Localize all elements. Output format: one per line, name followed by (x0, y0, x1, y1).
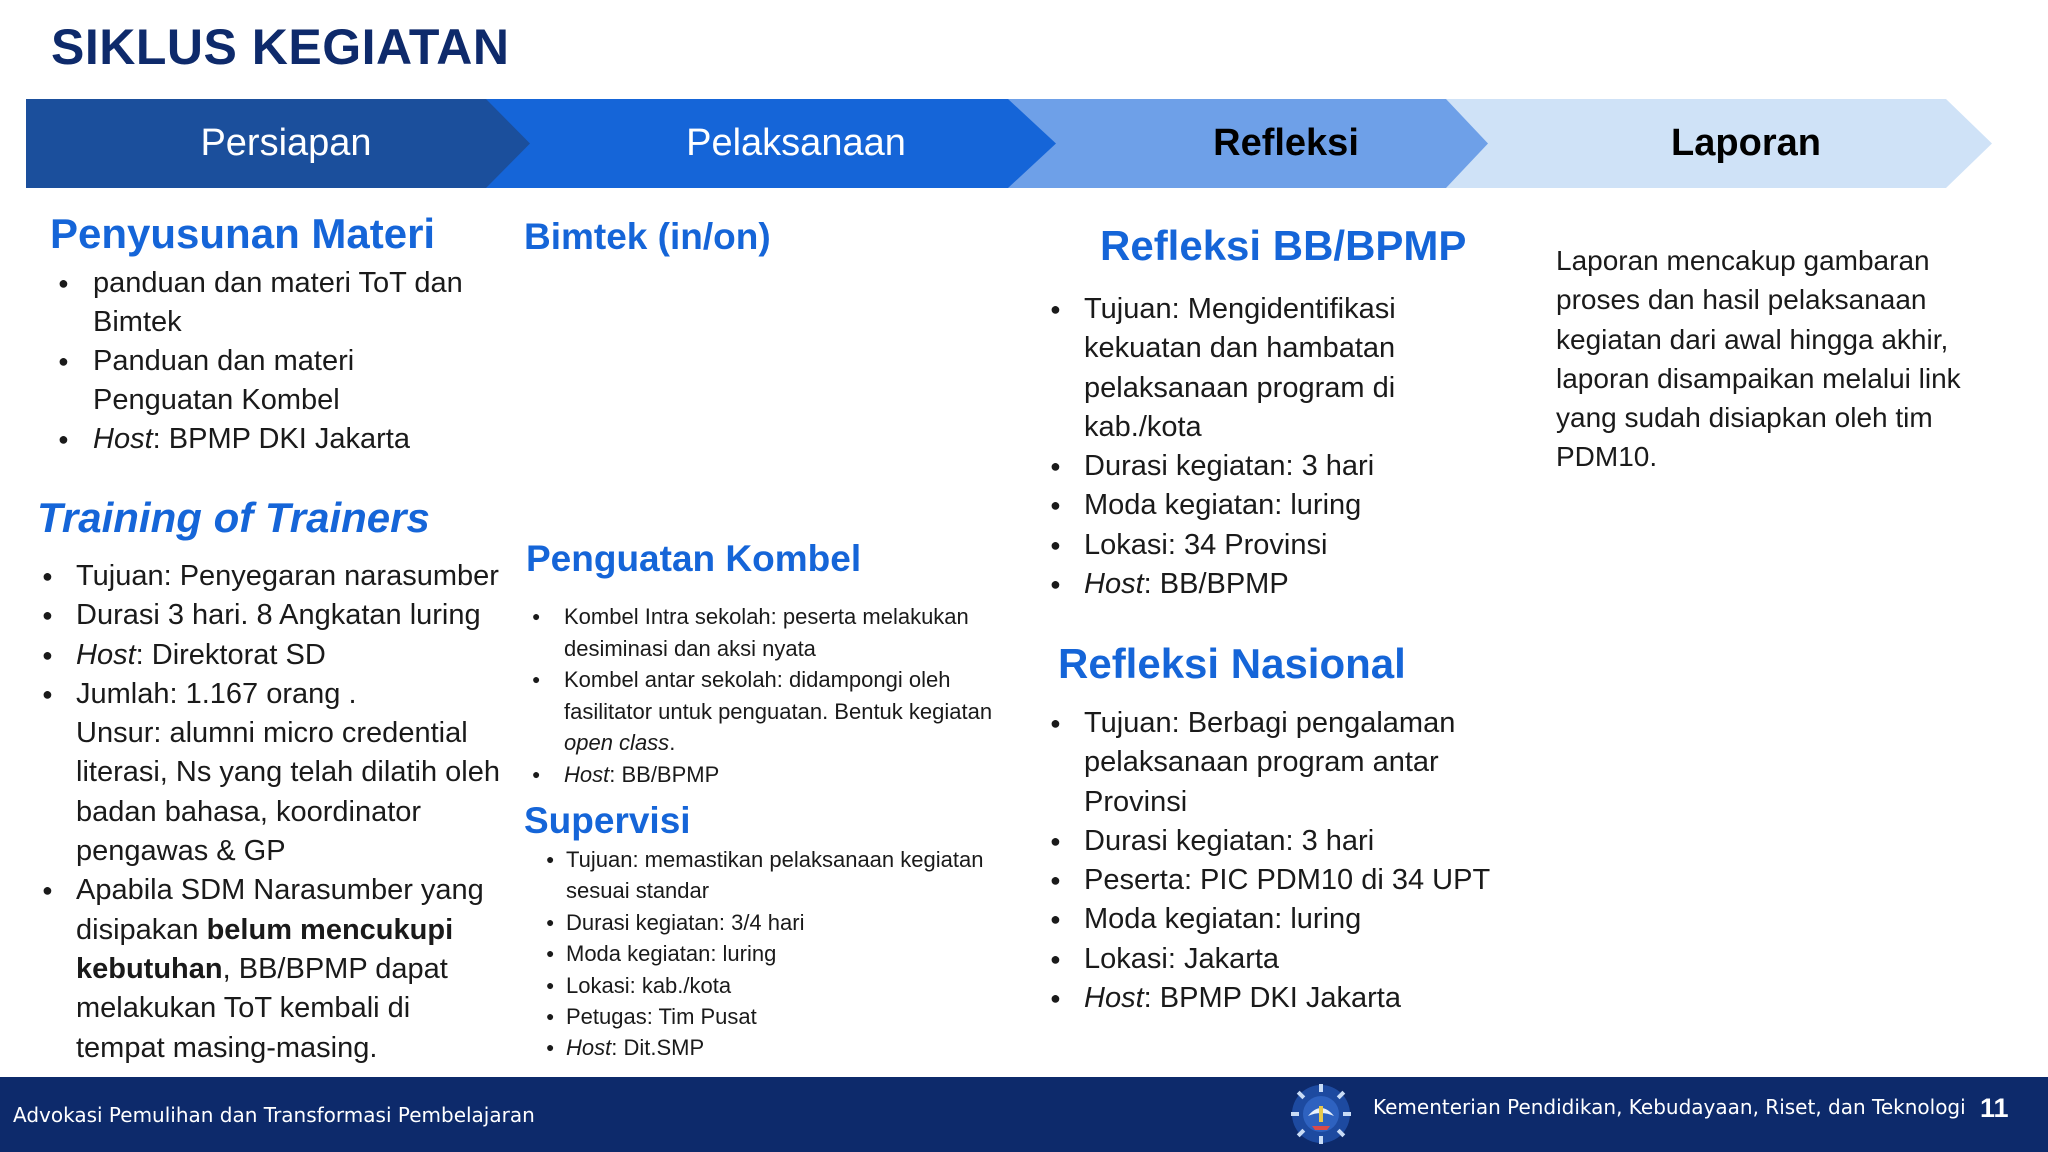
footer-program-name: Advokasi Pemulihan dan Transformasi Pembelajaran (13, 1103, 535, 1127)
page-number: 11 (1980, 1093, 2009, 1123)
stage-label-refleksi: Refleksi (1213, 122, 1359, 164)
list-item: ● Durasi 3 hari. 8 Angkatan luring (42, 596, 502, 635)
list-item: ● Tujuan: Mengidentifikasi kekuatan dan hambatan pelaksanaan program di kab./kota (1050, 290, 1490, 447)
list-item-host (532, 759, 1012, 791)
list-item: ● Lokasi: kab./kota (546, 970, 1016, 1001)
heading-bimtek: Bimtek (in/on) (524, 216, 771, 257)
list-item: ● Tujuan: Penyegaran narasumber (42, 557, 502, 596)
host-label: Host (566, 1035, 612, 1061)
jumlah-text: Jumlah: 1.167 orang . (76, 677, 357, 710)
list-item: ● Moda kegiatan: luring (1050, 900, 1510, 939)
page-title: SIKLUS KEGIATAN (51, 19, 510, 75)
apabila-text: Apabila SDM Narasumber yang disipakan (76, 874, 484, 946)
apabila-bold-text: belum mencukupi kebutuhan (76, 913, 454, 985)
heading-training-of-trainers: Training of Trainers (37, 494, 430, 541)
list-item-host (58, 420, 498, 459)
laporan-paragraph: Laporan mencakup gambaran proses dan hasil pelaksanaan kegiatan dari awal hingga akhir, laporan disampaikan melalui link yang sudah disiapkan oleh tim PDM10. (1556, 245, 1961, 473)
list-refleksi-bb-bpmp (1050, 290, 1490, 604)
list-item (42, 675, 502, 871)
footer-bar (0, 1077, 2048, 1152)
heading-supervisi: Supervisi (524, 800, 691, 841)
list-item: ● Durasi kegiatan: 3/4 hari (546, 907, 1016, 938)
list-penyusunan-materi (58, 264, 498, 459)
list-item (532, 664, 1012, 759)
stage-label-pelaksanaan: Pelaksanaan (686, 122, 906, 164)
list-item: ● Lokasi: 34 Provinsi (1050, 526, 1490, 565)
host-value: : BPMP DKI Jakarta (1143, 982, 1401, 1015)
host-value: : Direktorat SD (135, 638, 326, 671)
kombel-item2-em: open class (564, 730, 670, 755)
list-item: ● Durasi kegiatan: 3 hari (1050, 822, 1510, 861)
heading-refleksi-nasional: Refleksi Nasional (1058, 640, 1406, 687)
list-refleksi-nasional (1050, 704, 1510, 1018)
list-item: ● Petugas: Tim Pusat (546, 1001, 1016, 1032)
list-item-host (42, 636, 502, 675)
host-label: Host (1084, 568, 1144, 601)
host-label: Host (564, 761, 610, 787)
list-item: ● Peserta: PIC PDM10 di 34 UPT (1050, 861, 1510, 900)
heading-refleksi-bb-bpmp: Refleksi BB/BPMP (1100, 222, 1467, 269)
host-value: : BPMP DKI Jakarta (152, 423, 410, 455)
list-item: ● Tujuan: Berbagi pengalaman pelaksanaan program antar Provinsi (1050, 704, 1510, 822)
list-item-host (1050, 565, 1490, 604)
stage-label-laporan: Laporan (1671, 122, 1821, 164)
list-item-host (1050, 979, 1510, 1018)
process-arrow-band (26, 99, 1992, 188)
host-value: : Dit.SMP (611, 1035, 705, 1061)
list-item: ● panduan dan materi ToT dan Bimtek (58, 264, 498, 342)
list-training-of-trainers (42, 557, 502, 1068)
heading-penyusunan-materi: Penyusunan Materi (50, 210, 436, 257)
list-item-host (546, 1032, 1016, 1063)
host-value: : BB/BPMP (1143, 568, 1289, 601)
heading-penguatan-kombel: Penguatan Kombel (526, 538, 862, 579)
list-item: ● Moda kegiatan: luring (546, 938, 1016, 969)
host-value: : BB/BPMP (609, 761, 720, 787)
list-item: ● Kombel Intra sekolah: peserta melakukan desiminasi dan aksi nyata (532, 601, 1012, 664)
host-label: Host (93, 423, 153, 455)
list-item: ● Durasi kegiatan: 3 hari (1050, 447, 1490, 486)
list-penguatan-kombel (532, 601, 1012, 790)
list-item: ● Panduan dan materi Penguatan Kombel (58, 342, 498, 420)
list-item: ● Tujuan: memastikan pelaksanaan kegiatan sesuai standar (546, 844, 1016, 907)
kombel-item2-text: Kombel antar sekolah: didampongi oleh fasilitator untuk penguatan. Bentuk kegiatan (564, 667, 993, 724)
stage-label-persiapan: Persiapan (200, 122, 372, 164)
kombel-item2-post: . (669, 730, 676, 755)
list-supervisi (546, 844, 1016, 1064)
apabila-post-text: , BB/BPMP dapat melakukan ToT kembali di tempat masing-masing. (76, 952, 448, 1064)
list-item: ● Lokasi: Jakarta (1050, 940, 1510, 979)
unsur-text: Unsur: alumni micro credential literasi, Ns yang telah dilatih oleh badan bahasa, koordinator pengawas & GP (76, 717, 500, 868)
list-item: ● Moda kegiatan: luring (1050, 486, 1490, 525)
list-item (42, 871, 502, 1067)
host-label: Host (1084, 982, 1144, 1015)
host-label: Host (76, 638, 136, 671)
tut-wuri-handayani-emblem-icon (1290, 1082, 1352, 1146)
footer-ministry-name: Kementerian Pendidikan, Kebudayaan, Riset, dan Teknologi (1373, 1095, 1966, 1119)
